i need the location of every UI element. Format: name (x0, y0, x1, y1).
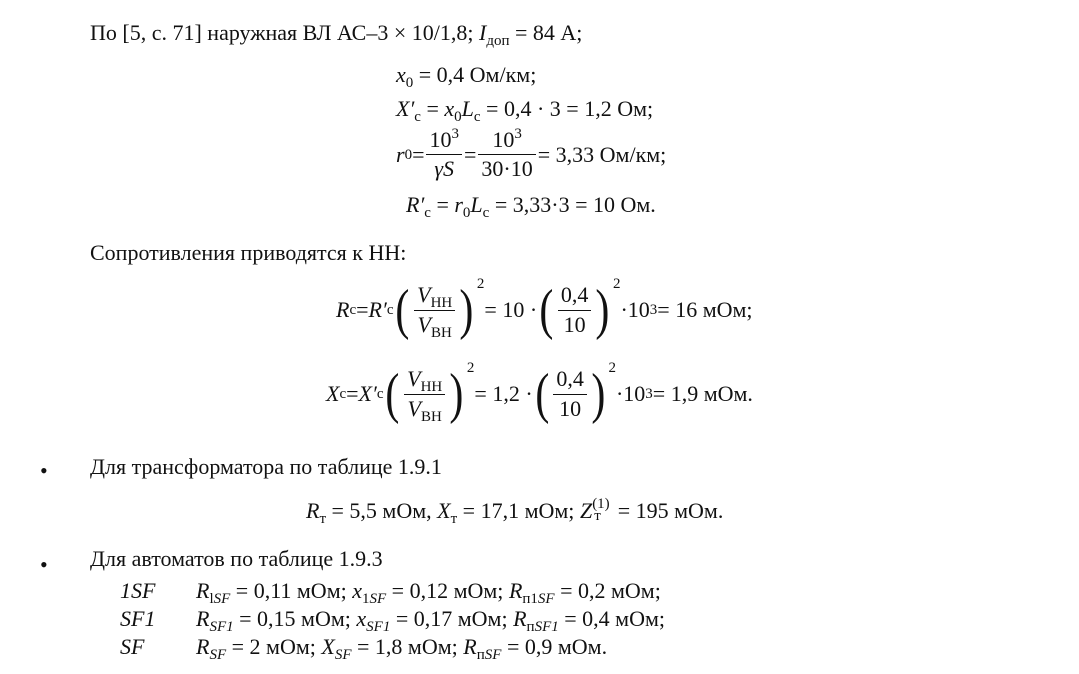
xc-L: L (461, 96, 474, 121)
bullet-icon: • (40, 552, 48, 577)
xc2-prime: ′ (372, 381, 377, 406)
rc2-fden: 10 (563, 311, 586, 337)
breaker-R-sub: l (209, 591, 214, 607)
heading-text: Сопротивления приводятся к НН: (90, 240, 407, 265)
breaker-label: SF (120, 634, 145, 659)
breaker-R-value: = 0,11 мОм; (230, 578, 353, 603)
rc2-voltage-ratio (414, 282, 455, 341)
breaker-X-value: = 0,12 мОм; (386, 578, 509, 603)
rc2-value: = 16 мОм; (657, 297, 753, 322)
r0-f1-den: γS (434, 156, 455, 182)
x0-value: = 0,4 Ом/км; (413, 62, 537, 87)
rc2-vden: V (417, 311, 431, 337)
breaker-R-sub-italic: SF1 (209, 619, 234, 635)
right-paren: ) (591, 363, 606, 425)
eq-xc-prime (396, 96, 654, 125)
breaker-Rn-sub-italic: SF1 (534, 619, 559, 635)
eq-xc-reduced: X с = X ′ с ( $\frac{V_{НН}}{V_{ВН}}$ ) 2 = 1,2 · ( $\frac{0,4}{10}$ ) 2 ·10 3 = 1,9 мОм. (326, 359, 753, 425)
trans-R-value: = 5,5 мОм, (326, 498, 438, 523)
breaker-X: x (352, 578, 362, 603)
xc2-power: 2 (466, 359, 475, 376)
breaker-Rn-value: = 0,2 мОм; (554, 578, 661, 603)
breaker-X-value: = 1,8 мОм; (351, 634, 464, 659)
xc2-fraction (553, 367, 587, 420)
r0-value: = 3,33 Ом/км; (537, 141, 667, 167)
rc-r0: r (454, 192, 463, 217)
breaker-X-sub: 1 (362, 591, 370, 607)
xc2-eq: = (346, 381, 359, 406)
rc2-fnum: 0,4 (558, 283, 592, 310)
rc2-power: 2 (476, 275, 485, 292)
breaker-R-value: = 2 мОм; (226, 634, 322, 659)
xc-eq: = (420, 96, 445, 121)
rc2-mid: = 10 · (484, 297, 538, 322)
transformer-values: $R_т = 5,5$ мОм, $X_т = 17,1$ мОм; Z (1) т = 195 мОм. (306, 496, 724, 527)
xc2-symbol: X (326, 381, 340, 406)
xc-x0-sub: 0 (454, 109, 462, 125)
r0-fraction-2 (478, 128, 535, 181)
trans-X: X (437, 498, 451, 523)
left-paren: ( (539, 279, 554, 341)
breaker-label: SF1 (120, 606, 156, 631)
xc2-vden-sub: ВН (421, 408, 442, 425)
r0-f1-num-sup: 3 (451, 126, 459, 142)
breaker-Rn: R (508, 578, 523, 603)
left-paren: ( (395, 279, 410, 341)
current-subscript: доп (486, 33, 510, 49)
breaker-Rn-sub: п1 (522, 591, 538, 607)
r0-eq1: = (412, 141, 425, 167)
trans-X-sub: т (450, 511, 458, 527)
breaker-X: x (356, 606, 367, 631)
xc2-mid: = 1,2 · (474, 381, 533, 406)
breaker-Rn-value: = 0,9 мОм. (501, 634, 608, 659)
breaker-Rn-sub-italic: SF (484, 647, 502, 663)
intro-line (90, 20, 583, 49)
bullet-transformer-text: Для трансформатора по таблице 1.9.1 (90, 454, 442, 479)
r0-eq2: = (463, 141, 477, 167)
xc-value: = 0,4 · 3 = 1,2 Ом; (480, 96, 654, 121)
r0-f2-num: 10 (492, 127, 515, 152)
breaker-X-sub-italic: SF1 (366, 619, 391, 635)
trans-Z-value: = 195 мОм. (612, 498, 724, 523)
r0-f2-num-sup: 3 (514, 126, 522, 142)
xc2-vnum: V (407, 366, 421, 392)
breaker-Rn: R (513, 606, 527, 631)
rc-prime: ′ (419, 192, 425, 217)
xc-L-sub: с (473, 109, 481, 125)
rc-subscript: с (424, 205, 431, 221)
breaker-R-sub-italic: SF (213, 591, 231, 607)
trans-Z: Z (579, 498, 593, 523)
rc2-power-2: 2 (612, 275, 621, 292)
xc2-vnum-sub: НН (420, 379, 443, 396)
xc2-X: X (358, 381, 372, 406)
r0-f2-den: 30·10 (481, 156, 533, 182)
breaker-Rn-sub-italic: SF (537, 591, 555, 607)
breaker-Rn: R (463, 634, 477, 659)
xc-x0: x (444, 96, 455, 121)
rc-L: L (470, 192, 483, 217)
rc2-eq: = (356, 297, 369, 322)
breaker-X-sub-italic: SF (334, 647, 352, 663)
current-value: = 84 А; (509, 20, 583, 45)
xc2-power-2: 2 (608, 359, 616, 376)
breaker-R: R (196, 634, 210, 659)
breaker-X: X (321, 634, 335, 659)
rc-eq: = (430, 192, 455, 217)
rc2-R: R (368, 297, 382, 322)
right-paren: ) (595, 279, 610, 341)
right-paren: ) (459, 279, 474, 341)
x0-subscript: 0 (405, 75, 414, 91)
xc-subscript: с (414, 109, 421, 125)
rc2-vnum: V (417, 282, 431, 308)
rc2-fraction (558, 283, 592, 336)
breaker-label: 1SF (120, 578, 156, 603)
rc2-vnum-sub: НН (430, 295, 453, 312)
rc2-symbol: R (336, 297, 350, 322)
rc-r0-sub: 0 (462, 205, 471, 221)
xc-prime: ′ (409, 96, 415, 121)
breaker-Rn-sub: п (476, 647, 485, 663)
breaker-row (120, 634, 608, 663)
left-paren: ( (385, 363, 400, 425)
xc2-fnum: 0,4 (553, 367, 587, 394)
eq-r0: r 0 = $\frac{10^3}{\gamma S}$ = $\frac{10^3}{30\cdot 10}$ = 3,33 Ом/км; (396, 126, 667, 182)
eq-rc-reduced: R с = R ′ с ( $\frac{V_{НН}}{V_{ВН}}$ ) 2 = 10 · ( $\frac{0,4}{10}$ ) 2 ·10 3 = 16 мОм; (336, 275, 753, 341)
rc-symbol: R (406, 192, 420, 217)
r0-fraction-1 (426, 128, 462, 181)
breaker-R-sub-italic: SF (209, 647, 227, 663)
xc2-value: = 1,9 мОм. (652, 381, 753, 406)
right-paren: ) (449, 363, 464, 425)
xc2-rhs1: ·10 (615, 381, 646, 406)
breaker-Rn-value: = 0,4 мОм; (558, 606, 666, 631)
breaker-Rn-sub: п (526, 619, 535, 635)
xc2-fden: 10 (559, 395, 582, 421)
xc2-vden: V (407, 395, 421, 421)
rc2-rhs1: ·10 (620, 297, 650, 322)
r0-symbol: r (396, 141, 405, 167)
intro-text: По [5, с. 71] наружная ВЛ АС–3 × 10/1,8; (90, 20, 479, 45)
bullet-breakers-text: Для автоматов по таблице 1.9.3 (90, 546, 383, 571)
xc2-voltage-ratio (404, 366, 445, 425)
breaker-X-value: = 0,17 мОм; (390, 606, 514, 631)
xc-symbol: X (396, 96, 410, 121)
left-paren: ( (534, 363, 549, 425)
eq-rc-prime (406, 192, 656, 221)
eq-x0 (396, 62, 537, 91)
bullet-icon: • (40, 458, 48, 483)
rc-L-sub: с (482, 205, 490, 221)
rc2-vden-sub: ВН (431, 324, 452, 341)
rc-value: = 3,33·3 = 10 Ом. (489, 192, 656, 217)
breaker-R: R (196, 606, 210, 631)
breaker-row (120, 578, 661, 607)
trans-R: R (306, 498, 320, 523)
r0-f1-num: 10 (429, 127, 452, 152)
breaker-R-value: = 0,15 мОм; (233, 606, 357, 631)
x0-symbol: x (396, 62, 406, 87)
breaker-X-sub-italic: SF (369, 591, 387, 607)
breaker-R: R (196, 578, 210, 603)
breaker-row (120, 606, 666, 635)
trans-X-value: = 17,1 мОм; (457, 498, 580, 523)
rc2-prime: ′ (382, 297, 387, 322)
trans-R-sub: т (319, 511, 327, 527)
current-symbol: I (478, 20, 487, 45)
